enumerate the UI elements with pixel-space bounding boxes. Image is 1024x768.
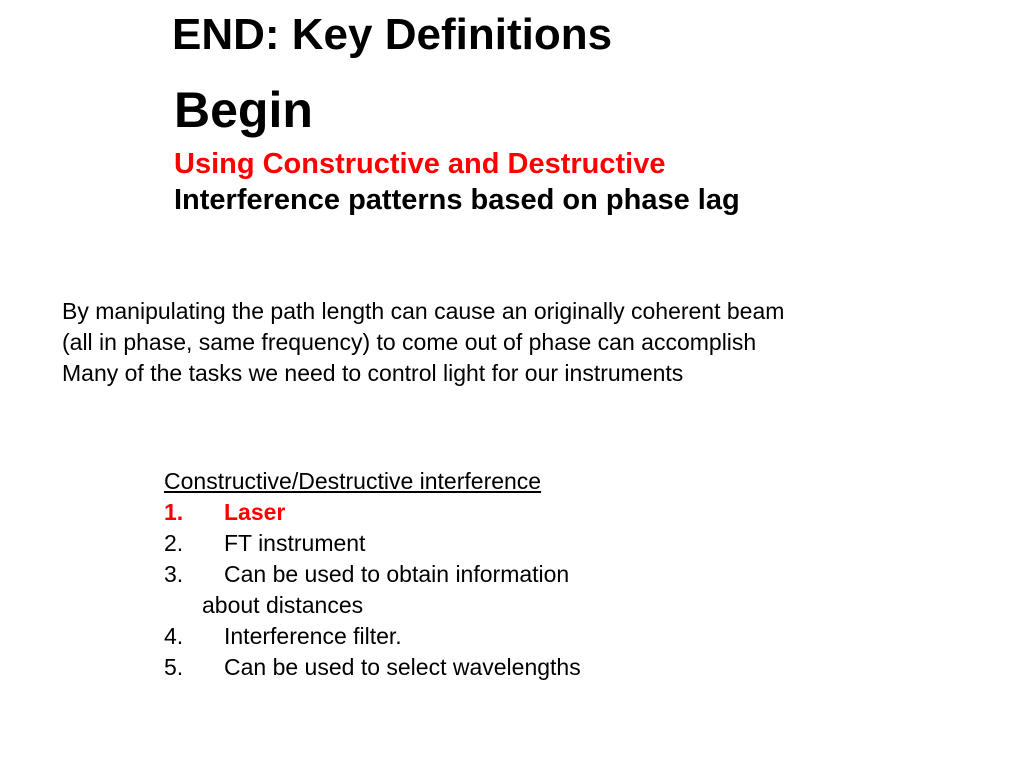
subtitle — [174, 146, 740, 218]
body-paragraph — [62, 296, 784, 389]
list-item-text: Can be used to select wavelengths — [224, 654, 581, 680]
list-item-3 — [164, 559, 581, 590]
list-item-text: Laser — [224, 499, 286, 525]
list-item-4 — [164, 621, 581, 652]
list-item-number: 4. — [164, 623, 184, 649]
list-item-5 — [164, 652, 581, 683]
list-item-3-continuation: about distances — [202, 592, 364, 618]
list-item-number: 1. — [164, 499, 184, 525]
list-item-number: 5. — [164, 654, 184, 680]
list-item-2 — [164, 528, 581, 559]
slide-title: END: Key Definitions — [172, 10, 613, 59]
begin-heading: Begin — [174, 82, 313, 138]
subtitle-black-line: Interference patterns based on phase lag — [174, 184, 740, 216]
list-item-text: FT instrument — [224, 530, 366, 556]
paragraph-line-2: (all in phase, same frequency) to come out of phase can accomplish — [62, 329, 757, 355]
applications-list — [164, 466, 581, 683]
list-item-text: Can be used to obtain information — [224, 561, 570, 587]
paragraph-line-1: By manipulating the path length can cause an originally coherent beam — [62, 298, 785, 324]
list-item-1 — [164, 497, 581, 528]
paragraph-line-3: Many of the tasks we need to control light for our instruments — [62, 360, 684, 386]
list-item-number: 2. — [164, 530, 184, 556]
list-item-number: 3. — [164, 561, 184, 587]
list-heading: Constructive/Destructive interference — [164, 468, 542, 494]
subtitle-red-line: Using Constructive and Destructive — [174, 148, 666, 180]
list-item-text: Interference filter. — [224, 623, 402, 649]
